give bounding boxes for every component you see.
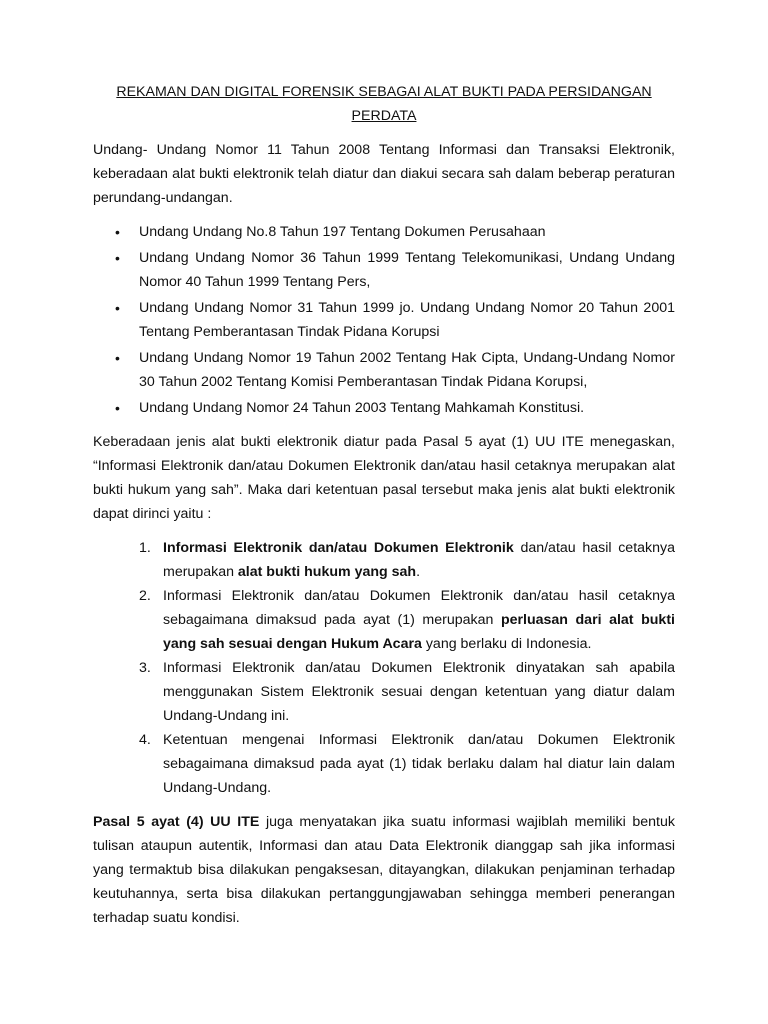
list-item bbox=[139, 584, 675, 656]
pasal-paragraph bbox=[93, 810, 675, 930]
list-item bbox=[139, 656, 675, 728]
list-number: 1. bbox=[139, 540, 151, 556]
document-page bbox=[93, 80, 675, 930]
document-title bbox=[93, 80, 675, 128]
item-text: Informasi Elektronik dan/atau Dokumen Elektronik dinyatakan sah apabila menggunakan Sistem Elektronik sesuai dengan ketentuan yang diatur dalam Undang-Undang ini. bbox=[163, 660, 675, 724]
item-text: dan/atau hasil cetaknya merupakan bbox=[163, 540, 676, 580]
paragraph-text: juga menyatakan jika suatu informasi wajiblah memiliki bentuk tulisan ataupun autentik, Informasi dan atau Data Elektronik dianggap sah jika informasi yang termaktub bisa dilakukan pengaksesan, ditayangkan, dilakukan penjaminan terhadap keutuhannya, serta bisa dilakukan pertanggungjawaban sehingga memberi penerangan terhadap suatu kondisi. bbox=[93, 814, 675, 926]
list-item bbox=[139, 728, 675, 800]
bold-text: Pasal 5 ayat (4) UU ITE bbox=[93, 814, 260, 830]
list-number: 2. bbox=[139, 588, 151, 604]
item-text: yang berlaku di Indonesia. bbox=[421, 636, 592, 652]
list-item: • Undang Undang Nomor 36 Tahun 1999 Tentang Telekomunikasi, Undang Undang Nomor 40 Tahun 1999 Tentang Pers, bbox=[139, 246, 675, 294]
list-number: 3. bbox=[139, 660, 151, 676]
title-line-2: PERDATA bbox=[351, 108, 417, 124]
list-item: • Undang Undang Nomor 19 Tahun 2002 Tentang Hak Cipta, Undang-Undang Nomor 30 Tahun 2002 Tentang Komisi Pemberantasan Tindak Pidana Korupsi, bbox=[139, 346, 675, 394]
list-item: • Undang Undang No.8 Tahun 197 Tentang Dokumen Perusahaan bbox=[139, 220, 675, 244]
item-text: Ketentuan mengenai Informasi Elektronik dan/atau Dokumen Elektronik sebagaimana dimaksud pada ayat (1) tidak berlaku dalam hal diatur lain dalam Undang-Undang. bbox=[163, 732, 675, 796]
evidence-paragraph: Keberadaan jenis alat bukti elektronik diatur pada Pasal 5 ayat (1) UU ITE menegaskan, “Informasi Elektronik dan/atau Dokumen Elektronik dan/atau hasil cetaknya merupakan alat bukti hukum yang sah”. Maka dari ketentuan pasal tersebut maka jenis alat bukti elektronik dapat dirinci yaitu : bbox=[93, 434, 675, 522]
intro-paragraph: Undang- Undang Nomor 11 Tahun 2008 Tentang Informasi dan Transaksi Elektronik, keberadaan alat bukti elektronik telah diatur dan diakui secara sah dalam beberap peraturan perundang-undangan. bbox=[93, 142, 675, 206]
law-list bbox=[93, 220, 675, 420]
evidence-types-list bbox=[93, 536, 675, 800]
bold-text: perluasan dari alat bukti yang sah sesuai dengan Hukum Acara bbox=[163, 612, 675, 652]
item-text: Informasi Elektronik dan/atau Dokumen Elektronik dan/atau hasil cetaknya sebagaimana dimaksud pada ayat (1) merupakan bbox=[163, 588, 675, 628]
list-item: • Undang Undang Nomor 24 Tahun 2003 Tentang Mahkamah Konstitusi. bbox=[139, 396, 675, 420]
title-line-1: REKAMAN DAN DIGITAL FORENSIK SEBAGAI ALAT BUKTI PADA PERSIDANGAN bbox=[116, 84, 652, 100]
list-item bbox=[139, 536, 676, 584]
bold-text: alat bukti hukum yang sah bbox=[237, 564, 417, 580]
list-number: 4. bbox=[139, 732, 151, 748]
item-text: . bbox=[416, 564, 421, 580]
list-item: • Undang Undang Nomor 31 Tahun 1999 jo. Undang Undang Nomor 20 Tahun 2001 Tentang Pemberantasan Tindak Pidana Korupsi bbox=[139, 296, 675, 344]
bold-text: Informasi Elektronik dan/atau Dokumen Elektronik bbox=[163, 540, 514, 556]
